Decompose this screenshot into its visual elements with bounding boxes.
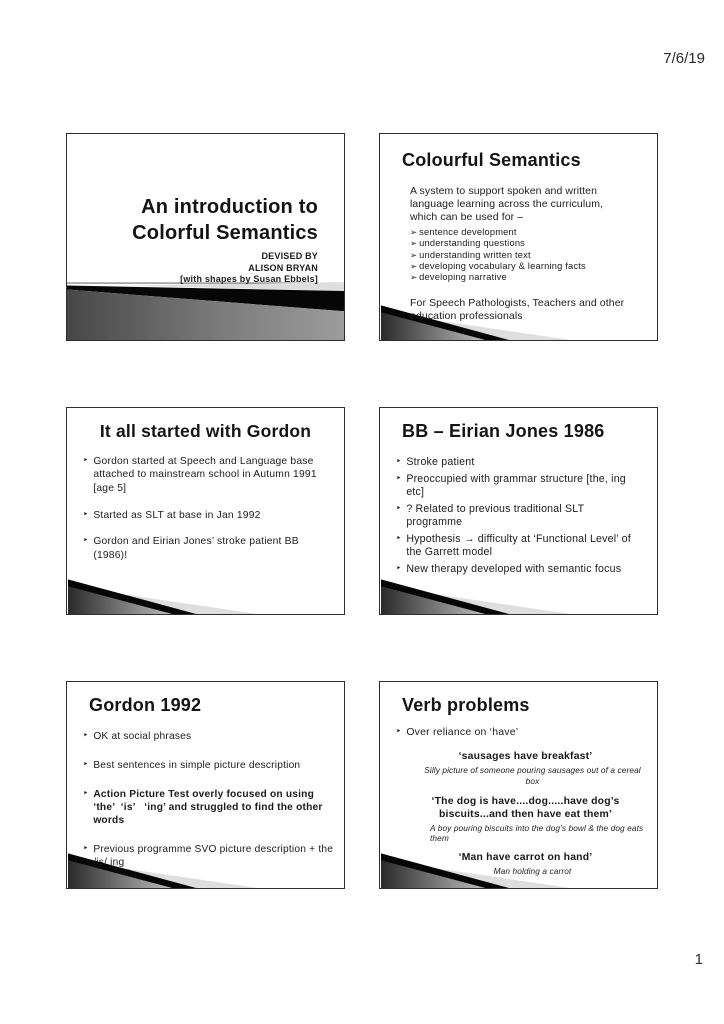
example-quote: ‘sausages have breakfast’ (458, 751, 593, 763)
bullet-text: Over reliance on ‘have’ (406, 725, 519, 738)
slide-5-bullet-list (83, 730, 335, 869)
example-quote-caption: Man holding a carrot (493, 865, 572, 876)
arrowhead-bullet-icon: ➢ (410, 272, 418, 283)
bullet-text: Stroke patient (406, 455, 475, 468)
arrowhead-bullet-icon: ➢ (410, 249, 418, 260)
bullet-item (83, 535, 335, 562)
slide-2-title: Colourful Semantics (402, 150, 581, 170)
bullet-item (83, 730, 335, 743)
list-item (410, 238, 657, 249)
handout-date: 7/6/19 (663, 50, 705, 67)
slide-6-content (380, 694, 657, 876)
slide-4-bb-eirian-jones-1986 (379, 407, 658, 615)
slide-5-title: Gordon 1992 (89, 695, 202, 715)
triangle-bullet-icon: ‣ (396, 725, 402, 736)
triangle-bullet-icon: ‣ (83, 729, 89, 740)
bullet-item (396, 726, 648, 740)
slide-4-content (380, 420, 657, 577)
triangle-bullet-icon: ‣ (396, 533, 402, 544)
slide-4-bullet-list (396, 456, 638, 577)
bullet-item (83, 843, 335, 869)
triangle-bullet-icon: ‣ (396, 563, 402, 574)
triangle-bullet-icon: ‣ (83, 454, 89, 465)
slide-3-content (67, 421, 344, 562)
list-item-text: understanding written text (419, 249, 531, 260)
list-item-text: sentence development (419, 227, 517, 238)
list-item (410, 250, 657, 261)
example-quote-caption: Silly picture of someone pouring sausages out of a cereal box (424, 765, 641, 787)
list-item-text: developing vocabulary & learning facts (419, 261, 586, 272)
bullet-item (396, 563, 638, 576)
list-item (410, 227, 657, 238)
bullet-text: Gordon and Eirian Jones’ stroke patient BB (1986)! (93, 536, 302, 561)
example-quote-caption: A boy pouring biscuits into the dog’s bowl & the dog eats them (430, 822, 644, 844)
slide-2-content (380, 149, 657, 323)
triangle-bullet-icon: ‣ (396, 472, 402, 483)
presentation-title (132, 194, 318, 246)
triangle-bullet-icon: ‣ (83, 508, 89, 519)
presentation-title-line2: Colorful Semantics (132, 222, 318, 244)
example-quote: ‘The dog is have....dog.....have dog’s biscuits...and then have eat them’ (431, 796, 620, 821)
slide-6-verb-problems (379, 681, 658, 889)
arrowhead-bullet-icon: ➢ (410, 227, 418, 238)
arrowhead-bullet-icon: ➢ (410, 261, 418, 272)
bullet-text: Gordon started at Speech and Language base attached to mainstream school in Autumn 1991 [age 5] (93, 455, 320, 495)
subtitle-credit: [with shapes by Susan Ebbels] (180, 274, 318, 285)
slide-6-title: Verb problems (402, 695, 530, 715)
bullet-text: Previous programme SVO picture description + the /is/ ing (93, 843, 337, 868)
presentation-title-line1: An introduction to (141, 196, 318, 218)
bullet-item (83, 759, 335, 772)
bullet-item-emphasized (83, 788, 335, 827)
bullet-item (83, 455, 335, 496)
triangle-bullet-icon: ‣ (396, 455, 402, 466)
example-quotes-block (400, 750, 651, 876)
list-item-text: understanding questions (419, 238, 526, 249)
triangle-bullet-icon: ‣ (83, 535, 89, 546)
list-item-text: developing narrative (419, 272, 507, 283)
bullet-text: Best sentences in simple picture description (93, 759, 301, 771)
bullet-text: Hypothesis → difficulty at ‘Functional Level’ of the Garrett model (406, 533, 634, 559)
triangle-bullet-icon: ‣ (396, 502, 402, 513)
bullet-text: Started as SLT at base in Jan 1992 (93, 509, 261, 521)
list-item (410, 272, 657, 283)
bullet-text: New therapy developed with semantic focus (406, 563, 622, 576)
slide-2-colourful-semantics (379, 133, 658, 341)
slide-4-title: BB – Eirian Jones 1986 (402, 421, 605, 441)
arrowhead-bullet-icon: ➢ (410, 238, 418, 249)
page-number: 1 (694, 951, 703, 968)
slide-1-title-slide (66, 133, 345, 341)
example-quote: ‘Man have carrot on hand’ (458, 852, 593, 864)
presentation-subtitle (132, 251, 318, 286)
slide-5-gordon-1992 (66, 681, 345, 889)
bullet-text: Action Picture Test overly focused on using ‘the’ ‘is’ ‘ing’ and struggled to find the other words (93, 788, 326, 826)
triangle-bullet-icon: ‣ (83, 842, 89, 853)
title-slide-text-block (132, 194, 318, 286)
bullet-item (83, 509, 335, 523)
subtitle-devised-by: DEVISED BY (261, 251, 318, 261)
slide-2-intro-text: A system to support spoken and written language learning across the curriculum, which can be used for – (410, 184, 604, 223)
slide-3-it-all-started-with-gordon (66, 407, 345, 615)
slide-3-bullet-list (83, 455, 335, 562)
list-item (410, 261, 657, 272)
bullet-text: Preoccupied with grammar structure [the, ing etc] (406, 472, 630, 498)
bullet-item (396, 456, 638, 469)
triangle-bullet-icon: ‣ (83, 758, 89, 769)
bullet-item (396, 473, 638, 499)
bullet-text: OK at social phrases (93, 730, 192, 742)
slide-5-content (67, 694, 344, 869)
subtitle-author: ALISON BRYAN (248, 262, 318, 273)
bullet-text: ? Related to previous traditional SLT programme (406, 502, 588, 528)
bullet-item (396, 533, 638, 559)
slide-2-use-list (410, 227, 657, 284)
slide-3-title: It all started with Gordon (99, 421, 312, 441)
bullet-item (396, 503, 638, 529)
triangle-bullet-icon: ‣ (83, 787, 89, 798)
slide-2-audience-text: For Speech Pathologists, Teachers and other education professionals (410, 296, 625, 323)
